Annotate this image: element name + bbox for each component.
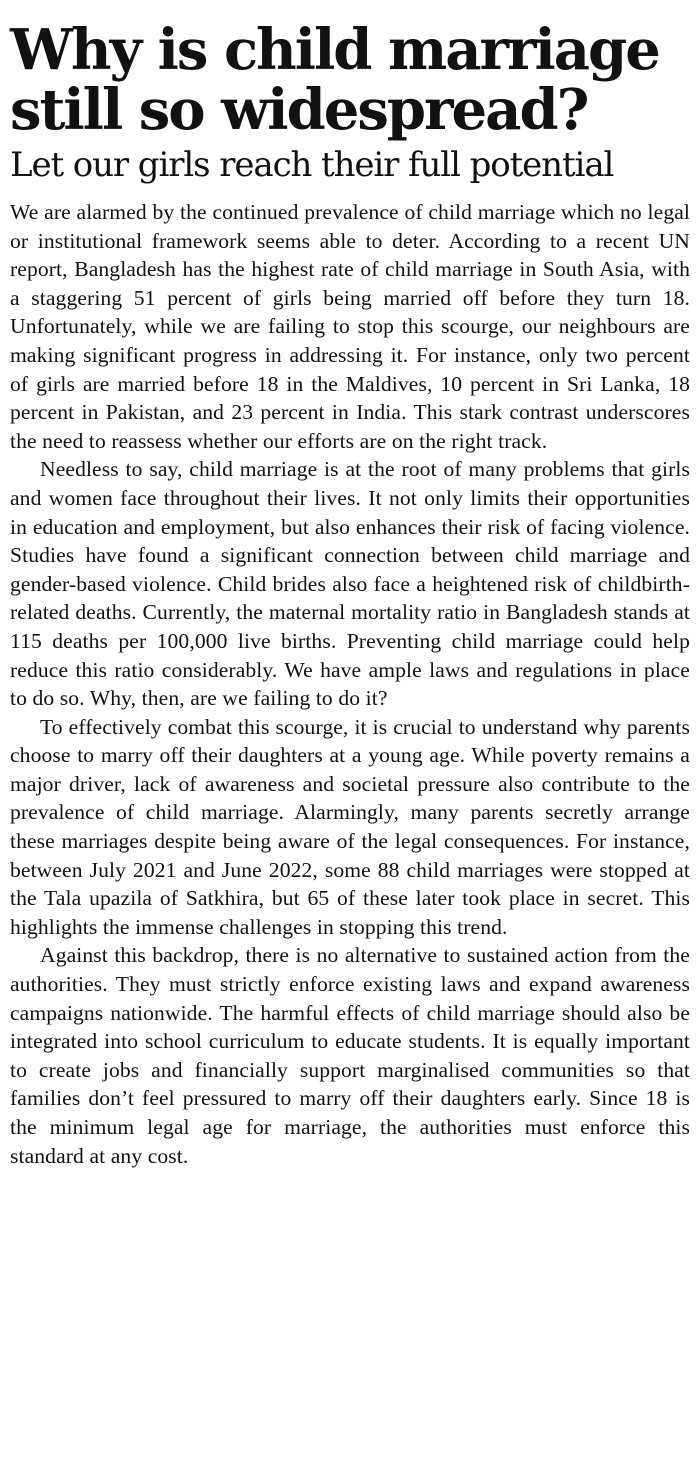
subheadline: Let our girls reach their full potential bbox=[10, 145, 614, 185]
article-body bbox=[10, 198, 690, 1170]
paragraph-1: We are alarmed by the continued prevalence of child marriage which no legal or institutional framework seems able to deter. According to a recent UN report, Bangladesh has the highest rate of child marriage in South Asia, with a staggering 51 percent of girls being married off before they turn 18. Unfortunately, while we are failing to stop this scourge, our neighbours are making significant progress in addressing it. For instance, only two percent of girls are married before 18 in the Maldives, 10 percent in Sri Lanka, 18 percent in Pakistan, and 23 percent in India. This stark contrast underscores the need to reassess whether our efforts are on the right track. bbox=[10, 200, 690, 453]
headline-line-2: still so widespread? bbox=[10, 77, 588, 143]
paragraph-4: Against this backdrop, there is no alternative to sustained action from the authorities. They must strictly enforce existing laws and expand awareness campaigns nationwide. The harmful effects of child marriage should also be integrated into school curriculum to educate students. It is equally important to create jobs and financially support marginalised communities so that families don’t feel pressured to marry off their daughters early. Since 18 is the minimum legal age for marriage, the authorities must enforce this standard at any cost. bbox=[10, 943, 690, 1168]
headline bbox=[10, 17, 690, 143]
editorial-article bbox=[10, 17, 690, 1170]
paragraph-2: Needless to say, child marriage is at the root of many problems that girls and women face throughout their lives. It not only limits their opportunities in education and employment, but also enhances their risk of facing violence. Studies have found a significant connection between child marriage and gender-based violence. Child brides also face a heightened risk of childbirth-related deaths. Currently, the maternal mortality ratio in Bangladesh stands at 115 deaths per 100,000 live births. Preventing child marriage could help reduce this ratio considerably. We have ample laws and regulations in place to do so. Why, then, are we failing to do it? bbox=[10, 457, 690, 711]
paragraph-3: To effectively combat this scourge, it is crucial to understand why parents choose to marry off their daughters at a young age. While poverty remains a major driver, lack of awareness and societal pressure also contribute to the prevalence of child marriage. Alarmingly, many parents secretly arrange these marriages despite being aware of the legal consequences. For instance, between July 2021 and June 2022, some 88 child marriages were stopped at the Tala upazila of Satkhira, but 65 of these later took place in secret. This highlights the immense challenges in stopping this trend. bbox=[10, 714, 690, 939]
headline-line-1: Why is child marriage bbox=[10, 17, 659, 83]
